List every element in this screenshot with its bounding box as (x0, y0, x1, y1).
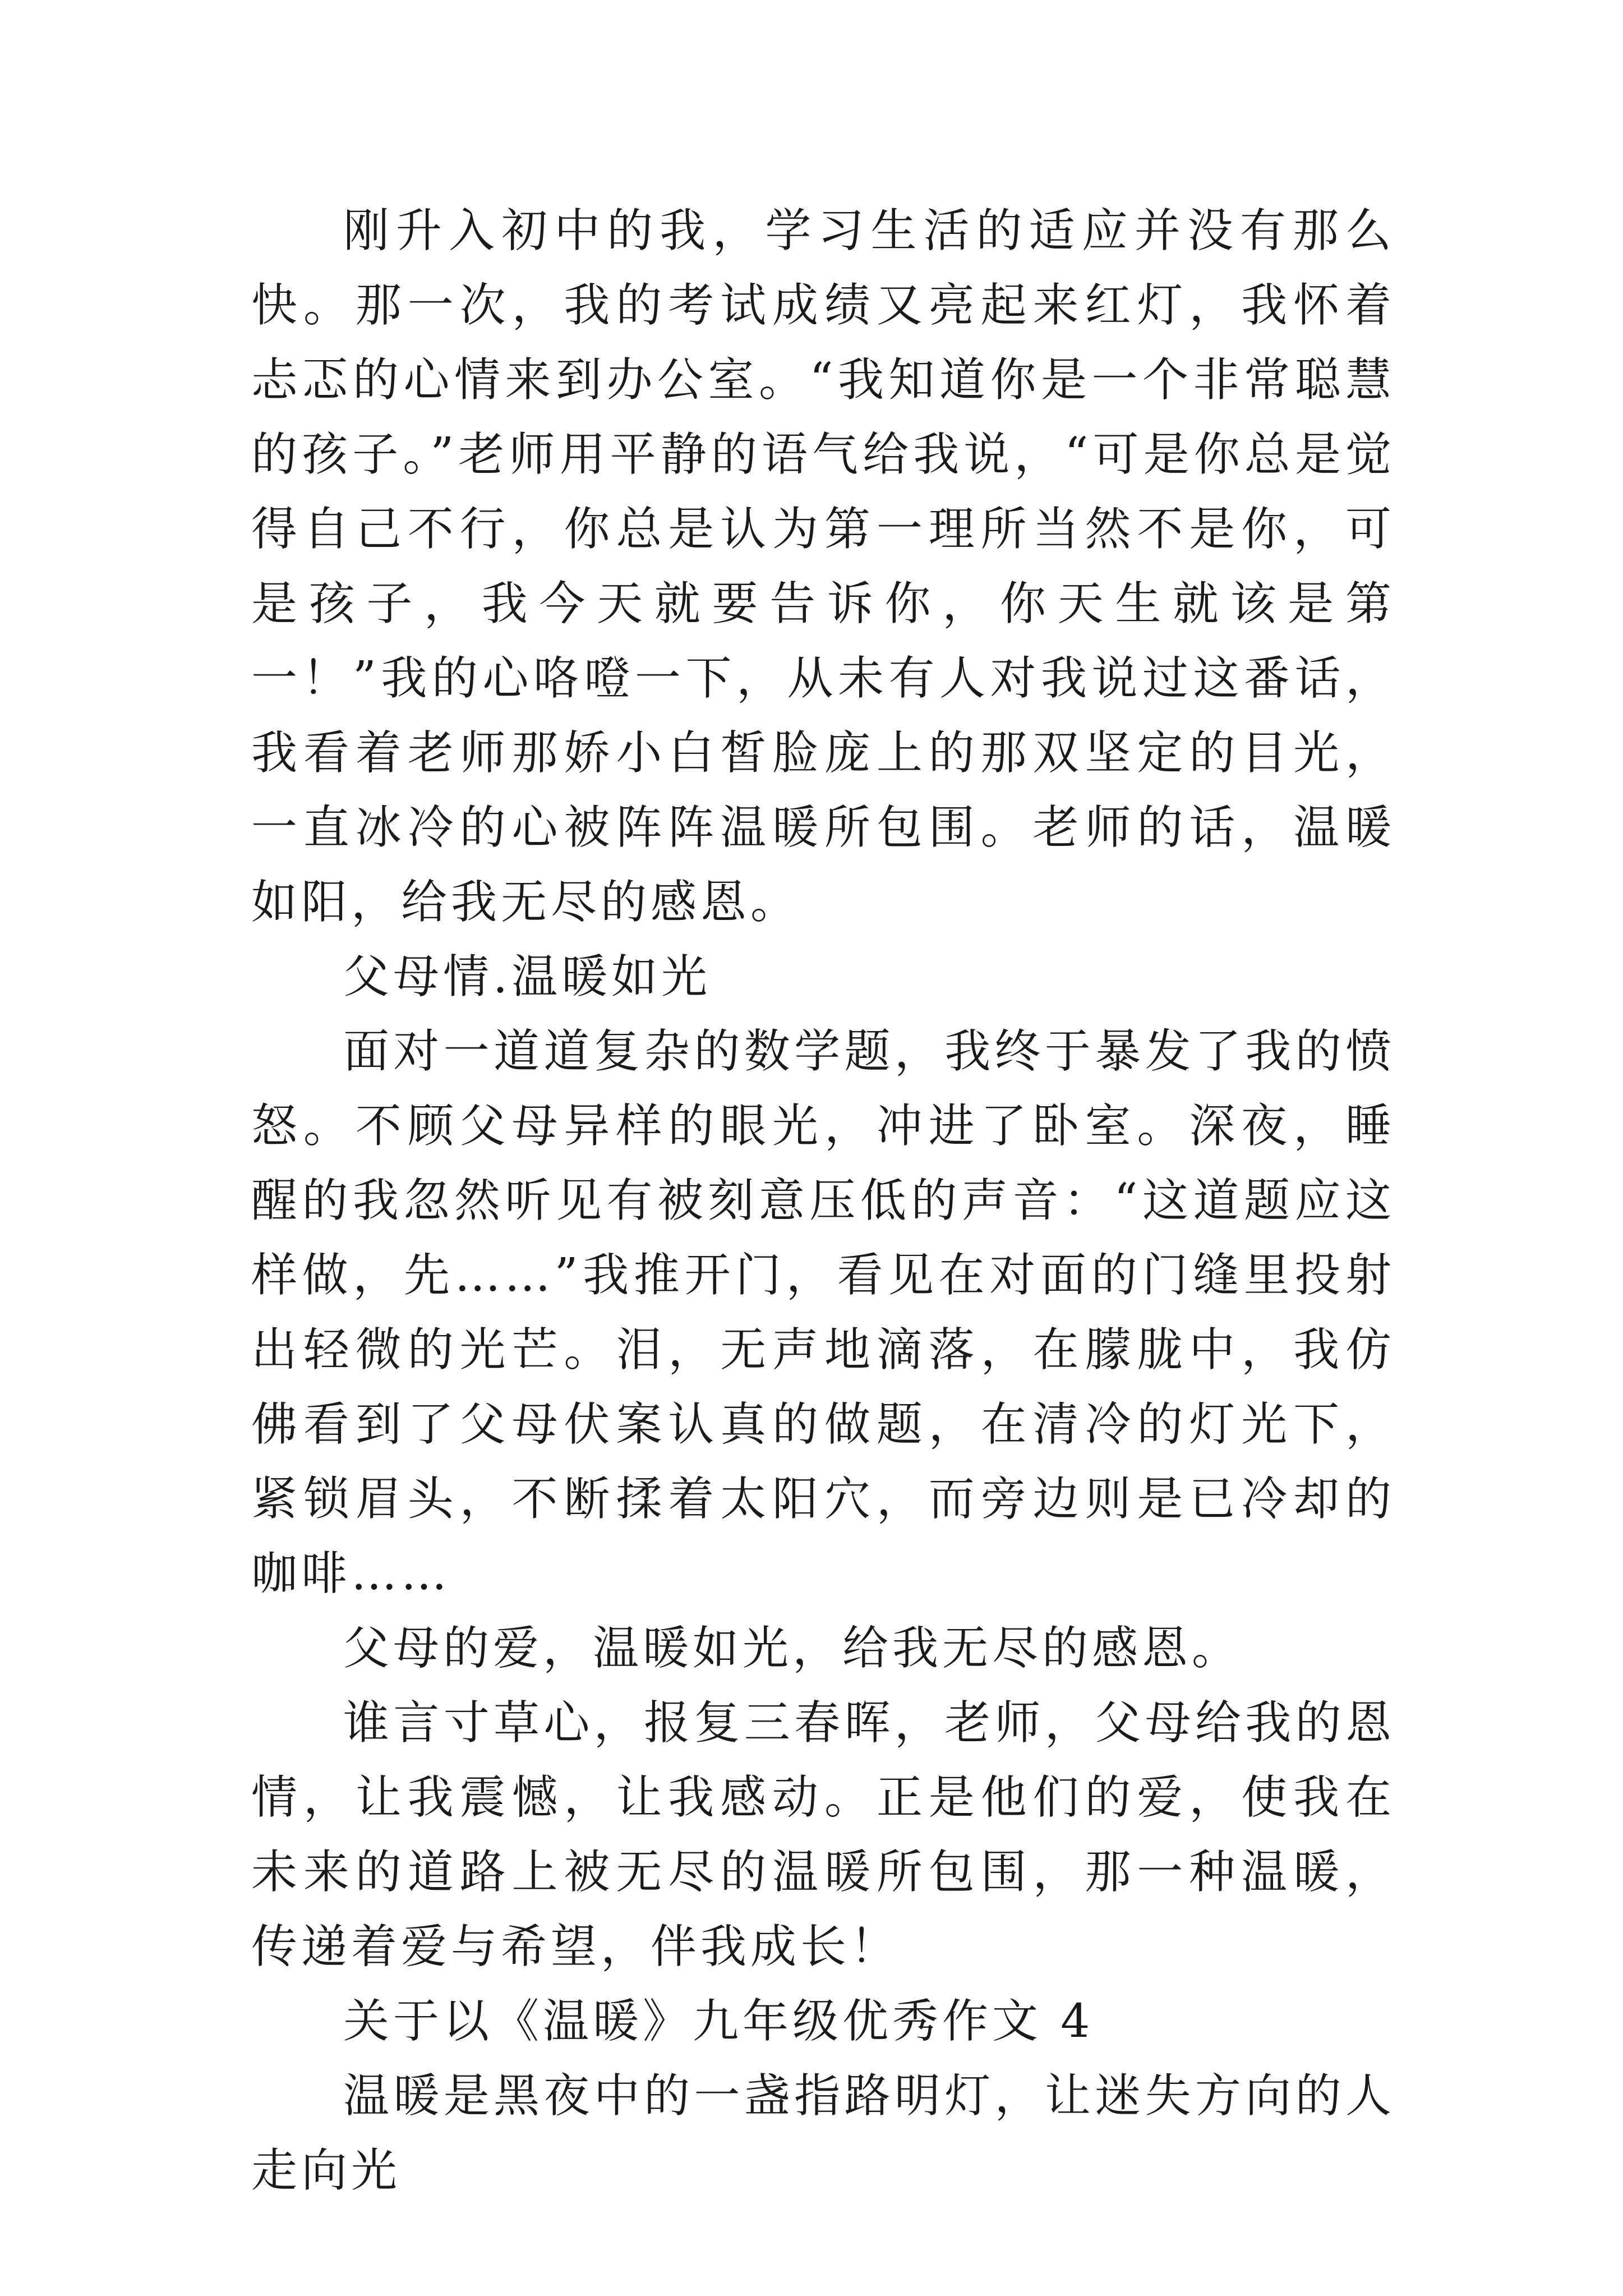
paragraph-teacher-story: 刚升入初中的我，学习生活的适应并没有那么快。那一次，我的考试成绩又亮起来红灯，我怀着忐忑的心情来到办公室。“我知道你是一个非常聪慧的孩子。”老师用平静的语气给我说，“可是你总是觉得自己不行，你总是认为第一理所当然不是你，可是孩子，我今天就要告诉你，你天生就该是第一！”我的心咯噔一下，从未有人对我说过这番话，我看着老师那娇小白皙脸庞上的那双坚定的目光，一直冰冷的心被阵阵温暖所包围。老师的话，温暖如阳，给我无尽的感恩。 (251, 204, 1395, 929)
paragraph-essay-4-opening: 温暖是黑夜中的一盏指路明灯，让迷失方向的人走向光 (251, 2069, 1395, 2197)
paragraph-conclusion: 谁言寸草心，报复三春晖，老师，父母给我的恩情，让我震憾，让我感动。正是他们的爱，使我在未来的道路上被无尽的温暖所包围，那一种温暖，传递着爱与希望，伴我成长！ (251, 1696, 1395, 1973)
paragraph-parents-story: 面对一道道复杂的数学题，我终于暴发了我的愤怒。不顾父母异样的眼光，冲进了卧室。深夜，睡醒的我忽然听见有被刻意压低的声音：“这道题应这样做，先……”我推开门，看见在对面的门缝里投射出轻微的光芒。泪，无声地滴落，在朦胧中，我仿佛看到了父母伏案认真的做题，在清冷的灯光下，紧锁眉头，不断揉着太阳穴，而旁边则是已冷却的咖啡…… (251, 1025, 1395, 1600)
section-heading-parents: 父母情.温暖如光 (343, 950, 712, 1004)
paragraph-parents-love: 父母的爱，温暖如光，给我无尽的感恩。 (343, 1622, 1242, 1675)
essay-title-4: 关于以《温暖》九年级优秀作文 4 (343, 1995, 1094, 2048)
document-body (251, 194, 1395, 2208)
